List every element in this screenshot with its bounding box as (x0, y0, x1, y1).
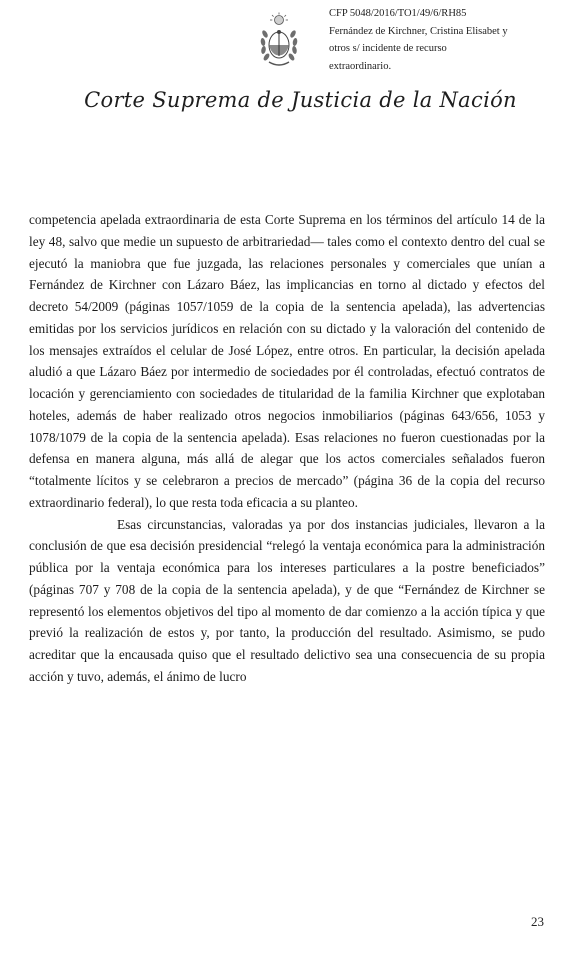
court-name-heading: Corte Suprema de Justicia de la Nación (84, 88, 517, 112)
case-reference-line: Fernández de Kirchner, Cristina Elisabet y (329, 25, 508, 37)
body-paragraph: Esas circunstancias, valoradas ya por dos instancias judiciales, llevaron a la conclusión de que esa decisión presidencial “relegó la ventaja económica para la administración pública por la ventaja económica para los intereses particulares a la postre beneficiados” (páginas 707 y 708 de la copia de la sentencia apelada), y de que “Fernández de Kirchner se representó los elementos objetivos del tipo al momento de dar comienzo a la acción típica y que previó la realización de estos y, por tanto, la producción del resultado. Asimismo, se pudo acreditar que la encausada quiso que el resultado delictivo sea una consecuencia de su propia acción y tuvo, además, el ánimo de lucro (29, 516, 545, 684)
body-paragraph: competencia apelada extraordinaria de esta Corte Suprema en los términos del artículo 14 de la ley 48, salvo que medie un supuesto de arbitrariedad— tales como el contexto dentro del cual se ejecutó la maniobra que fue juzgada, las relaciones personales y comerciales que unían a Fernández de Kirchner con Lázaro Báez, las implicancias en torno al dictado y efectos del decreto 54/2009 (páginas 1057/1059 de la copia de la sentencia apelada), las advertencias emitidas por los servicios jurídicos en relación con su dictado y la valoración del contenido de los mensajes extraídos el celular de José López, entre otros. En particular, la decisión apelada aludió a que Lázaro Báez por intermedio de sociedades por él controladas, efectuó contratos de locación y gerenciamiento con sociedades de titularidad de la familia Kirchner que explotaban hoteles, además de haber realizado otros negocios inmobiliarios (páginas 643/656, 1053 y 1078/1079 de la copia de la sentencia apelada). Esas relaciones no fueron cuestionadas por la defensa en manera alguna, más allá de alegar que los actos comerciales señalados fueron “totalmente lícitos y se celebraron a precios de mercado” (página 36 de la copia del recurso extraordinario federal), lo que resta toda eficacia a su planteo. (29, 212, 545, 510)
national-coat-of-arms-icon (257, 12, 301, 72)
document-body (29, 209, 545, 688)
case-reference-line: otros s/ incidente de recurso (329, 43, 447, 54)
case-reference-line: extraordinario. (329, 60, 392, 72)
page-number: 23 (531, 914, 544, 929)
case-reference-line: CFP 5048/2016/TO1/49/6/RH85 (329, 8, 467, 19)
case-reference (329, 5, 559, 75)
